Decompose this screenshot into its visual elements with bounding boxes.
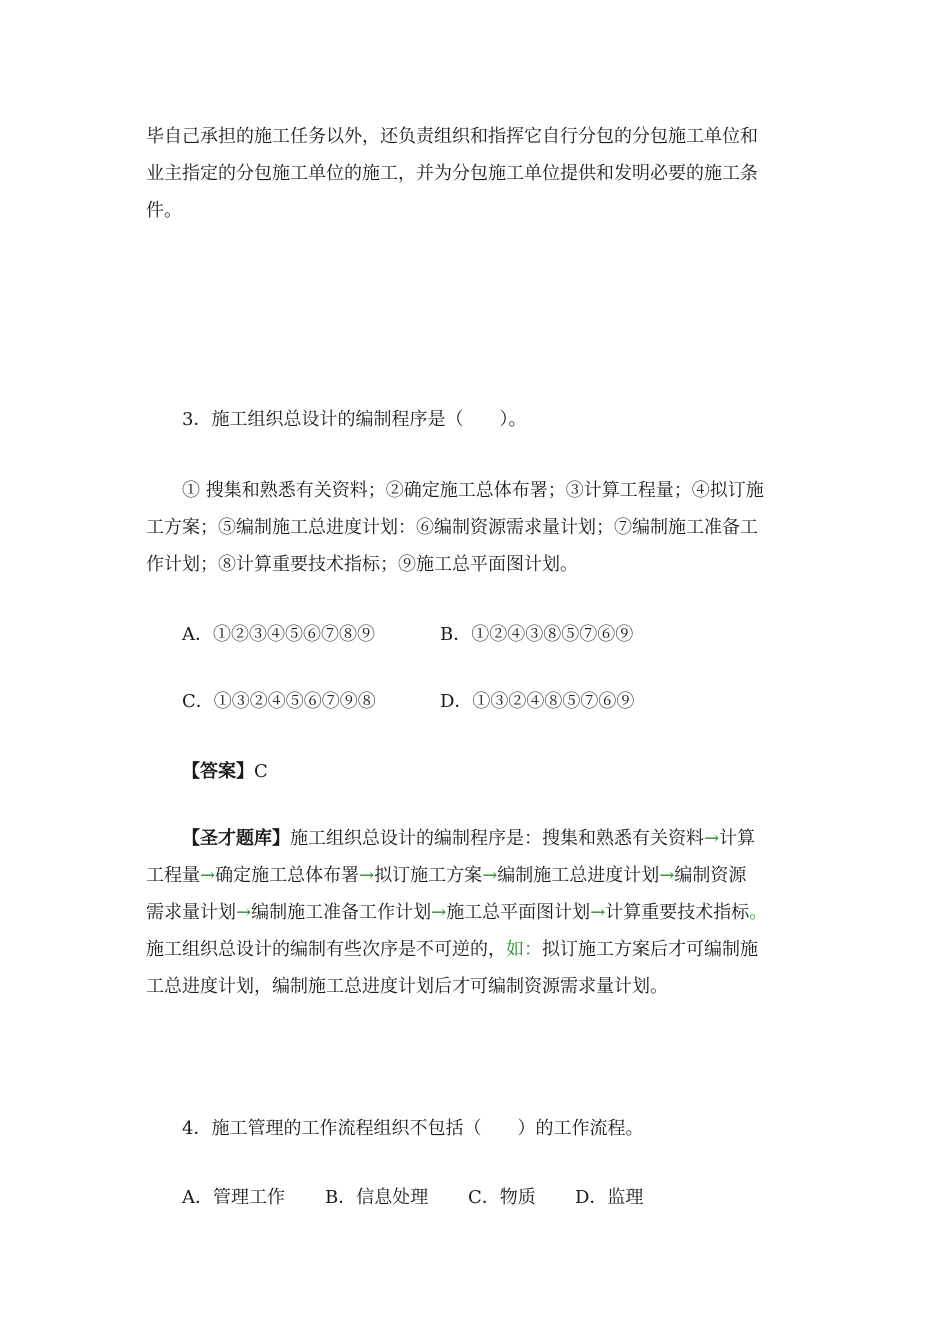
explain-text: 计算重要技术指标 — [605, 902, 750, 923]
explain-line-2 — [146, 857, 816, 894]
explain-text: 编制资源 — [674, 865, 747, 886]
explain-text: 施工总平面图计划 — [446, 902, 591, 923]
q3-items-line-2: 工方案；⑤编制施工总进度计划：⑥编制资源需求量计划；⑦编制施工准备工 — [146, 517, 758, 538]
arrow-icon: → — [200, 865, 216, 886]
intro-line-2: 业主指定的分包施工单位的施工，并为分包施工单位提供和发明必要的施工条 — [146, 163, 758, 184]
q4-option-a: A．管理工作 — [182, 1187, 285, 1208]
q4-option-d: D．监理 — [575, 1187, 644, 1208]
q3-explanation — [146, 820, 816, 1005]
q4-option-b: B．信息处理 — [325, 1187, 429, 1208]
q4-option-c: C．物质 — [468, 1187, 536, 1208]
explain-line-3 — [146, 894, 816, 931]
intro-paragraph — [146, 118, 816, 229]
arrow-icon: → — [482, 865, 498, 886]
explain-line-4 — [146, 931, 816, 968]
arrow-icon: → — [659, 865, 675, 886]
arrow-icon: → — [704, 828, 720, 849]
q3-option-a: A．①②③④⑤⑥⑦⑧⑨ — [182, 624, 375, 645]
q3-items-line-3: 作计划；⑧计算重要技术指标；⑨施工总平面图计划。 — [146, 554, 578, 575]
explain-text: 。 — [749, 902, 768, 923]
explain-text: 编制施工准备工作计划 — [251, 902, 432, 923]
explain-label: 【圣才题库】 — [182, 828, 290, 849]
q3-items-line-1: ① 搜集和熟悉有关资料；②确定施工总体布署；③计算工程量；④拟订施 — [182, 480, 764, 501]
arrow-icon: → — [431, 902, 447, 923]
answer-label: 【答案】 — [182, 761, 254, 782]
question-3-items — [146, 472, 816, 583]
explain-text: 拟订施工方案 — [374, 865, 483, 886]
q3-option-c: C．①③②④⑤⑥⑦⑨⑧ — [182, 691, 376, 712]
answer-value: C — [254, 761, 268, 782]
intro-line-1: 毕自己承担的施工任务以外，还负责组织和指挥它自行分包的分包施工单位和 — [146, 126, 758, 147]
explain-example-label: 如： — [506, 939, 542, 960]
q3-answer — [182, 760, 268, 784]
explain-text: 计算 — [719, 828, 756, 849]
explain-line-1 — [146, 820, 816, 857]
question-4-stem: 4．施工管理的工作流程组织不包括（ ）的工作流程。 — [182, 1118, 644, 1139]
arrow-icon: → — [590, 902, 606, 923]
explain-text: 拟订施工方案后才可编制施 — [542, 939, 758, 960]
explain-text: 编制施工总进度计划 — [497, 865, 660, 886]
arrow-icon: → — [359, 865, 375, 886]
q3-option-d: D．①③②④⑧⑤⑦⑥⑨ — [440, 691, 635, 712]
explain-line-5: 工总进度计划，编制施工总进度计划后才可编制资源需求量计划。 — [146, 976, 668, 997]
intro-line-3: 件。 — [146, 200, 182, 221]
explain-text: 施工组织总设计的编制有些次序是不可逆的， — [146, 939, 506, 960]
explain-text: 施工组织总设计的编制程序是：搜集和熟悉有关资料 — [290, 828, 704, 849]
arrow-icon: → — [236, 902, 252, 923]
explain-text: 工程量 — [146, 865, 200, 886]
q3-option-b: B．①②④③⑧⑤⑦⑥⑨ — [440, 624, 634, 645]
question-3-stem: 3．施工组织总设计的编制程序是（ ）。 — [182, 409, 527, 430]
explain-text: 确定施工总体布署 — [215, 865, 360, 886]
explain-text: 需求量计划 — [146, 902, 236, 923]
